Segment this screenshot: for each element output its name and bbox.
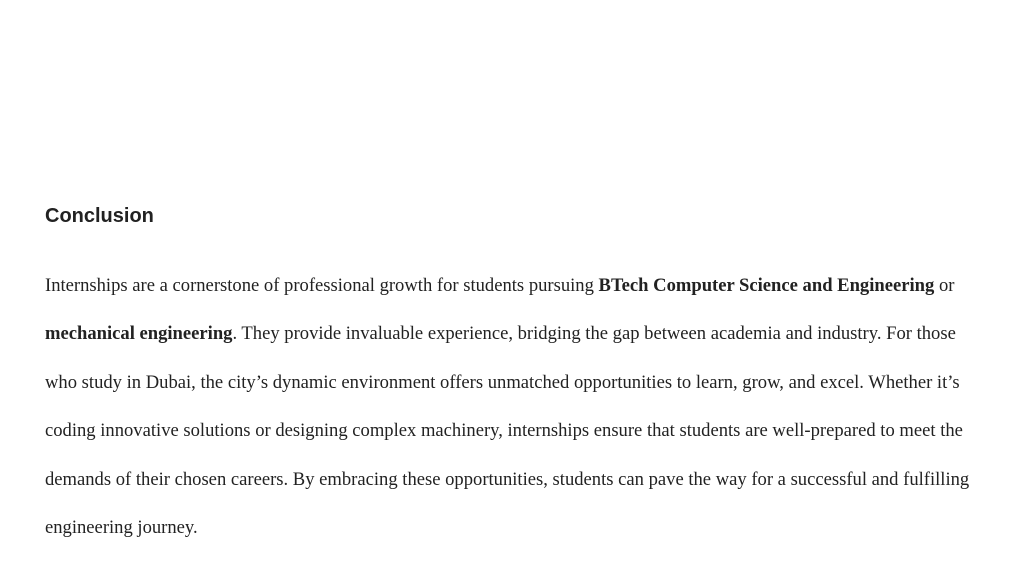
paragraph-text-2: or xyxy=(934,275,955,296)
section-heading: Conclusion xyxy=(45,205,154,227)
bold-term-mechanical-engineering: mechanical engineering xyxy=(45,323,233,345)
conclusion-paragraph xyxy=(45,262,985,552)
paragraph-text-3: . They provide invaluable experience, bridging the gap between academia and industry. For those who study in Dubai, the city’s dynamic environment offers unmatched opportunities to learn, grow, and excel. Whether it’s coding innovative solutions or designing complex machinery, internships ensure that students are well-prepared to meet the demands of their chosen careers. By embracing these opportunities, students can pave the way for a successful and fulfilling engineering journey. xyxy=(45,323,970,539)
paragraph-text-1: Internships are a cornerstone of professional growth for students pursuing xyxy=(45,275,599,296)
bold-term-btech-cse: BTech Computer Science and Engineering xyxy=(598,275,935,296)
